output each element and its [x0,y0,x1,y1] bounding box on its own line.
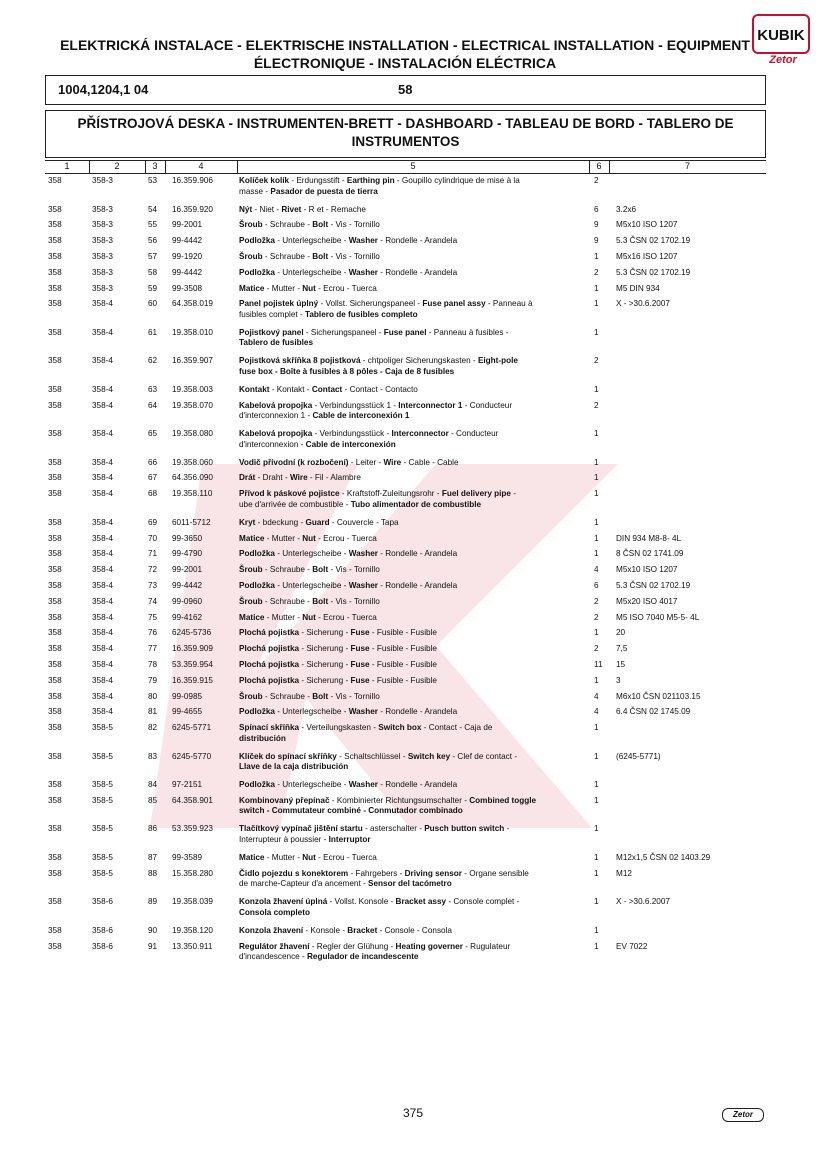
cell-position: 66 [148,457,158,467]
cell-part-number: 19.358.010 [172,327,213,337]
cell-part-number: 19.358.070 [172,400,213,410]
cell-subgroup: 358-5 [92,795,113,805]
cell-note: M5x10 ISO 1207 [616,565,678,575]
cell-note: 5.3 ČSN 02 1702.19 [616,236,691,246]
cell-position: 90 [148,925,158,935]
cell-note: 8 ČSN 02 1741.09 [616,549,684,559]
cell-part-number: 99-0960 [172,596,203,606]
cell-position: 87 [148,852,158,862]
cell-position: 56 [148,236,158,246]
cell-quantity: 4 [594,707,599,717]
cell-group: 358 [48,795,62,805]
cell-position: 70 [148,533,158,543]
cell-position: 76 [148,628,158,638]
cell-group: 358 [48,327,62,337]
cell-description: Přívod k páskové pojistce - Kraftstoff-Zuleitungsrohr - Fuel delivery pipe - ube d'arrivée de combustible - Tubo alimentador de combustible [239,489,516,509]
cell-part-number: 16.359.915 [172,675,213,685]
cell-part-number: 99-4442 [172,236,203,246]
cell-description: Matice - Mutter - Nut - Ecrou - Tuerca [239,852,377,862]
col-header-2: 2 [114,161,120,171]
cell-note: X - >30.6.2007 [616,897,670,907]
cell-description: Spínací skříňka - Verteilungskasten - Switch box - Contact - Caja de distribución [239,723,493,743]
cell-quantity: 2 [594,176,599,185]
logo-kubik-text: KUBIK [752,14,810,54]
cell-quantity: 1 [594,384,599,394]
cell-part-number: 6245-5771 [172,723,212,733]
cell-description: Regulátor žhavení - Regler der Glühung - Heating governer - Rugulateur d'incandescence - Regulador de incandescente [239,941,511,961]
col-header-7: 7 [684,161,690,171]
cell-subgroup: 358-4 [92,473,113,483]
cell-group: 358 [48,384,62,394]
cell-subgroup: 358-4 [92,384,113,394]
cell-quantity: 2 [594,596,599,606]
cell-group: 358 [48,780,62,790]
cell-note: 5.3 ČSN 02 1702.19 [616,267,691,277]
cell-description: Kabelová propojka - Verbindungsstück 1 - Interconnector 1 - Conducteur d'interconnexion 1 - Cable de interconexión 1 [239,400,513,421]
cell-description: Plochá pojistka - Sicherung - Fuse - Fusible - Fusible [239,644,437,654]
section-title [45,110,766,158]
cell-quantity: 1 [594,751,599,761]
model-box [45,75,766,105]
cell-description: Drát - Draht - Wire - Fil - Alambre [239,473,361,483]
cell-description: Kabelová propojka - Verbindungsstück - Interconnector - Conducteur d'interconnexion - Cable de interconexión [239,429,499,449]
cell-note: X - >30.6.2007 [616,299,670,309]
cell-subgroup: 358-4 [92,533,113,543]
cell-subgroup: 358-3 [92,176,113,185]
cell-subgroup: 358-4 [92,565,113,575]
col-header-4: 4 [198,161,204,171]
title-line-2: ÉLECTRONIQUE - INSTALACIÓN ELÉCTRICA [253,55,557,71]
cell-note: 15 [616,659,626,669]
cell-quantity: 6 [594,580,599,590]
cell-description: Podložka - Unterlegscheibe - Washer - Rondelle - Arandela [239,236,458,246]
cell-subgroup: 358-5 [92,824,113,834]
cell-position: 88 [148,868,158,878]
cell-subgroup: 358-4 [92,517,113,527]
cell-part-number: 16.359.920 [172,204,213,214]
cell-subgroup: 358-4 [92,707,113,717]
cell-quantity: 1 [594,897,599,907]
col-header-1: 1 [64,161,70,171]
cell-part-number: 19.358.120 [172,925,213,935]
group-code: 58 [398,82,413,97]
cell-group: 358 [48,751,62,761]
cell-group: 358 [48,549,62,559]
cell-part-number: 16.359.907 [172,356,213,366]
cell-group: 358 [48,628,62,638]
cell-subgroup: 358-3 [92,204,113,214]
cell-group: 358 [48,299,62,309]
cell-group: 358 [48,251,62,261]
cell-note: 20 [616,628,626,638]
cell-part-number: 64.356.090 [172,473,213,483]
cell-subgroup: 358-4 [92,628,113,638]
cell-description: Šroub - Schraube - Bolt - Vis - Tornillo [239,251,380,261]
cell-group: 358 [48,283,62,293]
cell-description: Nýt - Niet - Rivet - R et - Remache [239,204,366,214]
cell-quantity: 1 [594,517,599,527]
cell-subgroup: 358-4 [92,489,113,499]
cell-note: M12x1,5 ČSN 02 1403.29 [616,852,711,862]
cell-description: Kryt - bdeckung - Guard - Couvercle - Tapa [239,517,399,527]
cell-subgroup: 358-3 [92,267,113,277]
cell-quantity: 2 [594,400,599,410]
cell-description: Čidlo pojezdu s konektorem - Fahrgebers - Driving sensor - Organe sensible de marche-Capteur d'a ancement - Sensor del tacómetro [239,868,529,889]
cell-position: 60 [148,299,158,309]
cell-quantity: 1 [594,533,599,543]
cell-group: 358 [48,204,62,214]
cell-group: 358 [48,675,62,685]
cell-quantity: 1 [594,549,599,559]
cell-description: Šroub - Schraube - Bolt - Vis - Tornillo [239,596,380,606]
cell-position: 75 [148,612,158,622]
cell-part-number: 99-0985 [172,691,203,701]
cell-part-number: 16.359.909 [172,644,213,654]
cell-quantity: 6 [594,204,599,214]
cell-quantity: 4 [594,691,599,701]
cell-quantity: 1 [594,723,599,733]
page-number: 375 [402,1106,424,1120]
cell-position: 62 [148,356,158,366]
cell-part-number: 99-3650 [172,533,203,543]
cell-group: 358 [48,489,62,499]
cell-subgroup: 358-4 [92,549,113,559]
cell-part-number: 19.358.003 [172,384,213,394]
cell-quantity: 1 [594,283,599,293]
cell-position: 58 [148,267,158,277]
footer-zetor-logo: Zetor [722,1108,764,1122]
cell-position: 84 [148,780,158,790]
cell-group: 358 [48,267,62,277]
cell-quantity: 1 [594,852,599,862]
cell-quantity: 4 [594,565,599,575]
cell-part-number: 64.358.901 [172,795,213,805]
cell-subgroup: 358-4 [92,299,113,309]
cell-position: 67 [148,473,158,483]
cell-note: M5 DIN 934 [616,283,660,293]
cell-quantity: 9 [594,220,599,230]
cell-subgroup: 358-5 [92,723,113,733]
cell-position: 68 [148,489,158,499]
cell-part-number: 19.358.039 [172,897,213,907]
cell-quantity: 11 [594,659,603,669]
cell-part-number: 6245-5736 [172,628,212,638]
cell-quantity: 1 [594,868,599,878]
cell-subgroup: 358-6 [92,897,113,907]
cell-quantity: 9 [594,236,599,246]
cell-position: 91 [148,941,158,951]
cell-note: M5x10 ISO 1207 [616,220,678,230]
cell-note: 6.4 ČSN 02 1745.09 [616,707,691,717]
cell-position: 54 [148,204,158,214]
cell-position: 78 [148,659,158,669]
cell-group: 358 [48,925,62,935]
cell-subgroup: 358-3 [92,283,113,293]
document-title [50,36,760,72]
cell-group: 358 [48,565,62,575]
cell-position: 64 [148,400,158,410]
cell-position: 86 [148,824,158,834]
cell-subgroup: 358-6 [92,941,113,951]
cell-subgroup: 358-4 [92,675,113,685]
cell-part-number: 99-4162 [172,612,203,622]
cell-description: Šroub - Schraube - Bolt - Vis - Tornillo [239,565,380,575]
cell-note: M5 ISO 7040 M5-5- 4L [616,612,700,622]
cell-note: 7,5 [616,644,628,654]
cell-position: 71 [148,549,158,559]
cell-description: Matice - Mutter - Nut - Ecrou - Tuerca [239,283,377,293]
cell-description: Šroub - Schraube - Bolt - Vis - Tornillo [239,691,380,701]
cell-group: 358 [48,868,62,878]
cell-description: Kontakt - Kontakt - Contact - Contact - Contacto [239,384,418,394]
cell-group: 358 [48,644,62,654]
cell-description: Plochá pojistka - Sicherung - Fuse - Fusible - Fusible [239,628,437,638]
cell-part-number: 13.350.911 [172,941,213,951]
cell-description: Klíček do spínací skříňky - Schaltschlüssel - Switch key - Clef de contact - Llave de la caja distribución [239,751,518,772]
cell-subgroup: 358-4 [92,457,113,467]
cell-subgroup: 358-5 [92,852,113,862]
cell-part-number: 99-3589 [172,852,203,862]
cell-position: 61 [148,327,158,337]
cell-note: M5x20 ISO 4017 [616,596,678,606]
cell-part-number: 15.358.280 [172,868,213,878]
cell-group: 358 [48,612,62,622]
cell-subgroup: 358-3 [92,220,113,230]
cell-part-number: 19.358.080 [172,429,213,439]
cell-position: 83 [148,751,158,761]
cell-group: 358 [48,596,62,606]
cell-quantity: 1 [594,941,599,951]
cell-part-number: 6011-5712 [172,517,211,527]
cell-description: Plochá pojistka - Sicherung - Fuse - Fusible - Fusible [239,675,437,685]
logo-zetor-text: Zetor [769,54,797,66]
cell-group: 358 [48,659,62,669]
cell-note: 3 [616,675,621,685]
cell-description: Konzola žhavení - Konsole - Bracket - Console - Consola [239,925,452,935]
cell-position: 72 [148,565,158,575]
cell-quantity: 1 [594,473,599,483]
cell-note: (6245-5771) [616,751,661,761]
cell-subgroup: 358-3 [92,236,113,246]
cell-subgroup: 358-6 [92,925,113,935]
cell-position: 55 [148,220,158,230]
cell-description: Konzola žhavení úplná - Vollst. Konsole - Bracket assy - Console complet - Consola completo [239,897,520,917]
cell-position: 89 [148,897,158,907]
cell-position: 74 [148,596,158,606]
kubik-zetor-logo [752,14,812,68]
cell-part-number: 64.358.019 [172,299,213,309]
cell-position: 65 [148,429,158,439]
cell-subgroup: 358-4 [92,596,113,606]
cell-group: 358 [48,941,62,951]
cell-group: 358 [48,580,62,590]
cell-group: 358 [48,852,62,862]
cell-part-number: 99-4790 [172,549,203,559]
cell-group: 358 [48,897,62,907]
cell-part-number: 99-2001 [172,220,203,230]
cell-position: 59 [148,283,158,293]
cell-description: Matice - Mutter - Nut - Ecrou - Tuerca [239,612,377,622]
cell-description: Pojistková skříňka 8 pojistková - chtpoliger Sicherungskasten - Eight-pole fuse box - Boîte à fusibles à 8 pôles - Caja de 8 fusibles [239,356,518,376]
cell-group: 358 [48,220,62,230]
cell-description: Podložka - Unterlegscheibe - Washer - Rondelle - Arandela [239,267,458,277]
cell-position: 79 [148,675,158,685]
cell-group: 358 [48,236,62,246]
cell-subgroup: 358-4 [92,356,113,366]
cell-part-number: 6245-5770 [172,751,212,761]
cell-subgroup: 358-4 [92,659,113,669]
cell-group: 358 [48,473,62,483]
cell-group: 358 [48,533,62,543]
cell-note: 5.3 ČSN 02 1702.19 [616,580,691,590]
cell-group: 358 [48,723,62,733]
cell-group: 358 [48,429,62,439]
cell-position: 57 [148,251,158,261]
cell-note: DIN 934 M8-8- 4L [616,533,682,543]
cell-quantity: 2 [594,612,599,622]
cell-part-number: 99-2001 [172,565,203,575]
section-title-line-2: INSTRUMENTOS [351,134,460,149]
cell-position: 77 [148,644,158,654]
cell-part-number: 19.358.110 [172,489,213,499]
cell-group: 358 [48,707,62,717]
cell-subgroup: 358-3 [92,251,113,261]
cell-quantity: 1 [594,628,599,638]
cell-description: Podložka - Unterlegscheibe - Washer - Rondelle - Arandela [239,780,458,790]
cell-position: 81 [148,707,158,717]
cell-part-number: 53.359.923 [172,824,213,834]
cell-description: Podložka - Unterlegscheibe - Washer - Rondelle - Arandela [239,707,458,717]
col-header-6: 6 [596,161,602,171]
col-header-3: 3 [152,161,158,171]
cell-part-number: 99-1920 [172,251,203,261]
cell-part-number: 99-4655 [172,707,203,717]
cell-quantity: 1 [594,327,599,337]
cell-description: Matice - Mutter - Nut - Ecrou - Tuerca [239,533,377,543]
cell-description: Šroub - Schraube - Bolt - Vis - Tornillo [239,220,380,230]
cell-subgroup: 358-4 [92,327,113,337]
cell-subgroup: 358-5 [92,751,113,761]
cell-quantity: 1 [594,675,599,685]
cell-part-number: 16.359.906 [172,176,213,185]
model-numbers: 1004,1204,1 04 [58,82,149,97]
cell-quantity: 2 [594,644,599,654]
cell-group: 358 [48,176,62,185]
cell-quantity: 1 [594,795,599,805]
section-title-line-1: PŘÍSTROJOVÁ DESKA - INSTRUMENTEN-BRETT - DASHBOARD - TABLEAU DE BORD - TABLERO DE [77,116,734,131]
cell-position: 53 [148,176,158,185]
cell-quantity: 1 [594,299,599,309]
cell-note: M5x16 ISO 1207 [616,251,678,261]
cell-note: M12 [616,868,632,878]
cell-quantity: 2 [594,356,599,366]
cell-quantity: 1 [594,925,599,935]
cell-group: 358 [48,457,62,467]
cell-subgroup: 358-4 [92,400,113,410]
cell-subgroup: 358-4 [92,644,113,654]
cell-quantity: 1 [594,824,599,834]
cell-description: Kombinovaný přepínač - Kombinierter Richtungsumschalter - Combined toggle switch - Commutateur combiné - Conmutador combinado [239,795,537,816]
cell-description: Kolíček kolík - Erdungsstift - Earthing pin - Goupillo cylindrique de mise à la masse - Pasador de puesta de tierra [239,176,520,196]
cell-note: EV 7022 [616,941,648,951]
cell-position: 85 [148,795,158,805]
cell-subgroup: 358-4 [92,429,113,439]
cell-position: 69 [148,517,158,527]
cell-subgroup: 358-5 [92,868,113,878]
cell-description: Podložka - Unterlegscheibe - Washer - Rondelle - Arandela [239,549,458,559]
cell-part-number: 99-3508 [172,283,203,293]
cell-quantity: 1 [594,457,599,467]
cell-part-number: 53.359.954 [172,659,213,669]
cell-group: 358 [48,517,62,527]
cell-description: Podložka - Unterlegscheibe - Washer - Rondelle - Arandela [239,580,458,590]
cell-quantity: 1 [594,251,599,261]
cell-position: 80 [148,691,158,701]
cell-quantity: 1 [594,429,599,439]
cell-description: Plochá pojistka - Sicherung - Fuse - Fusible - Fusible [239,659,437,669]
cell-quantity: 2 [594,267,599,277]
cell-part-number: 99-4442 [172,580,203,590]
cell-note: 3.2x6 [616,204,637,214]
cell-description: Pojistkový panel - Sicherungspaneel - Fuse panel - Panneau à fusibles - Tablero de fusibles [239,327,509,348]
cell-quantity: 1 [594,780,599,790]
cell-part-number: 99-4442 [172,267,203,277]
cell-description: Vodič přívodní (k rozbočení) - Leiter - Wire - Cable - Cable [239,457,459,467]
cell-position: 73 [148,580,158,590]
cell-group: 358 [48,824,62,834]
cell-part-number: 97-2151 [172,780,203,790]
cell-position: 82 [148,723,158,733]
cell-description: Tlačítkový vypínač jištění startu - asterschalter - Pusch button switch - Interrupteur à poussier - Interruptor [239,824,510,844]
cell-subgroup: 358-4 [92,580,113,590]
cell-note: M6x10 ČSN 021103.15 [616,691,701,701]
cell-description: Panel pojistek úplný - Vollst. Sicherungspaneel - Fuse panel assy - Panneau à fusibles complet - Tablero de fusibles completo [239,299,533,319]
col-header-5: 5 [410,161,416,171]
cell-group: 358 [48,356,62,366]
cell-subgroup: 358-4 [92,691,113,701]
cell-group: 358 [48,691,62,701]
cell-subgroup: 358-5 [92,780,113,790]
cell-position: 63 [148,384,158,394]
cell-subgroup: 358-4 [92,612,113,622]
cell-group: 358 [48,400,62,410]
cell-part-number: 19.358.060 [172,457,213,467]
cell-quantity: 1 [594,489,599,499]
column-header [45,160,766,174]
title-line-1: ELEKTRICKÁ INSTALACE - ELEKTRISCHE INSTALLATION - ELECTRICAL INSTALLATION - EQUIPMENT [60,37,750,53]
